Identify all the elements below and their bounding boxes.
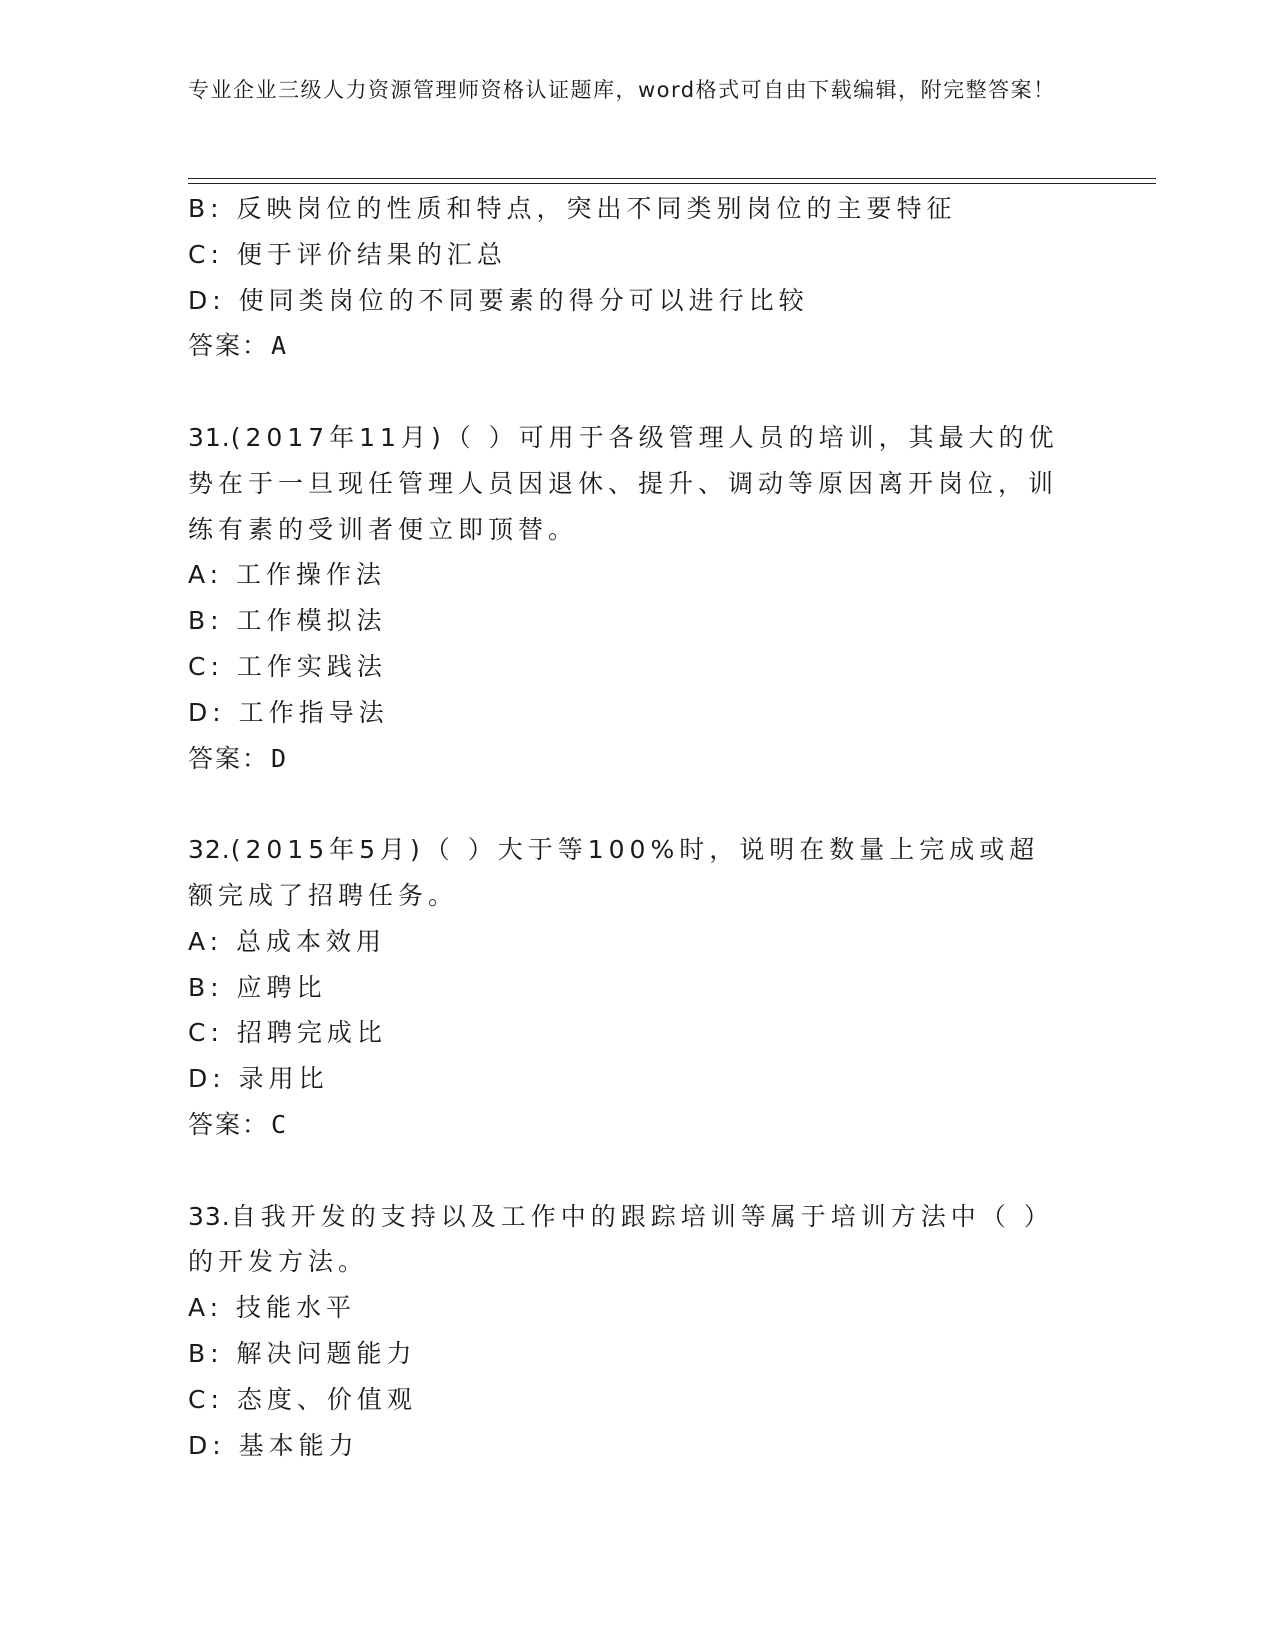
question-stem xyxy=(188,1194,1068,1286)
answer-line xyxy=(188,736,1068,782)
option-d xyxy=(188,278,1068,324)
header-rule-top xyxy=(188,178,1156,179)
answer-value: C xyxy=(271,1109,287,1139)
option-label: A: xyxy=(188,926,224,956)
option-text: 使同类岗位的不同要素的得分可以进行比较 xyxy=(238,285,809,315)
question-text: (2017年11月)（ ）可用于各级管理人员的培训，其最大的优势在于一旦现任管理人员因退休、提升、调动等原因离开岗位，训练有素的受训者便立即顶替。 xyxy=(188,422,1059,544)
option-c xyxy=(188,232,1068,278)
question-33 xyxy=(188,1194,1068,1469)
option-label: D: xyxy=(188,1064,226,1094)
option-label: D: xyxy=(188,285,226,315)
option-b xyxy=(188,186,1068,232)
option-label: C: xyxy=(188,651,224,681)
option-text: 总成本效用 xyxy=(236,926,387,956)
option-b xyxy=(188,1331,1068,1377)
option-label: A: xyxy=(188,560,224,590)
option-text: 反映岗位的性质和特点，突出不同类别岗位的主要特征 xyxy=(236,194,957,223)
question-stem xyxy=(188,827,1068,919)
question-text: 自我开发的支持以及工作中的跟踪培训等属于培训方法中（ ）的开发方法。 xyxy=(188,1201,1054,1277)
option-text: 工作实践法 xyxy=(236,651,387,681)
option-label: B: xyxy=(188,194,224,223)
option-text: 解决问题能力 xyxy=(236,1338,417,1368)
answer-line xyxy=(188,323,1068,369)
header-rule-bottom xyxy=(188,183,1156,184)
document-header: 专业企业三级人力资源管理师资格认证题库，word格式可自由下载编辑，附完整答案！ xyxy=(188,78,1056,102)
question-31 xyxy=(188,415,1068,781)
answer-label: 答案： xyxy=(188,331,270,361)
option-label: B: xyxy=(188,972,224,1002)
option-b xyxy=(188,598,1068,644)
question-text: (2015年5月)（ ）大于等100%时，说明在数量上完成或超额完成了招聘任务。 xyxy=(188,835,1040,910)
option-text: 应聘比 xyxy=(236,972,327,1002)
option-label: B: xyxy=(188,606,224,636)
question-number: 31. xyxy=(188,422,231,452)
option-d xyxy=(188,1056,1068,1102)
option-text: 录用比 xyxy=(238,1064,329,1094)
question-stem xyxy=(188,415,1068,552)
option-text: 基本能力 xyxy=(238,1430,359,1460)
answer-line xyxy=(188,1102,1068,1148)
answer-value: D xyxy=(271,743,287,773)
option-text: 招聘完成比 xyxy=(236,1018,387,1048)
option-text: 工作模拟法 xyxy=(236,606,387,636)
option-c xyxy=(188,644,1068,690)
option-label: C: xyxy=(188,1384,224,1414)
answer-label: 答案： xyxy=(188,1109,270,1139)
answer-label: 答案： xyxy=(188,743,270,773)
option-label: D: xyxy=(188,1430,226,1460)
option-b xyxy=(188,965,1068,1011)
option-text: 技能水平 xyxy=(236,1293,357,1323)
option-label: A: xyxy=(188,1293,224,1323)
question-content xyxy=(188,186,1068,1468)
question-32 xyxy=(188,827,1068,1148)
option-a xyxy=(188,919,1068,965)
option-a xyxy=(188,1285,1068,1331)
option-d xyxy=(188,690,1068,736)
option-label: C: xyxy=(188,239,224,269)
answer-value: A xyxy=(271,331,287,361)
option-label: C: xyxy=(188,1018,224,1048)
option-c xyxy=(188,1010,1068,1056)
question-number: 33. xyxy=(188,1201,231,1231)
option-d xyxy=(188,1423,1068,1469)
option-text: 便于评价结果的汇总 xyxy=(236,239,507,269)
option-text: 工作操作法 xyxy=(236,560,387,590)
option-label: B: xyxy=(188,1338,224,1368)
option-text: 态度、价值观 xyxy=(236,1384,417,1414)
option-a xyxy=(188,552,1068,598)
option-text: 工作指导法 xyxy=(238,697,389,727)
question-number: 32. xyxy=(188,835,231,865)
option-c xyxy=(188,1377,1068,1423)
option-label: D: xyxy=(188,697,226,727)
prev-question xyxy=(188,186,1068,369)
